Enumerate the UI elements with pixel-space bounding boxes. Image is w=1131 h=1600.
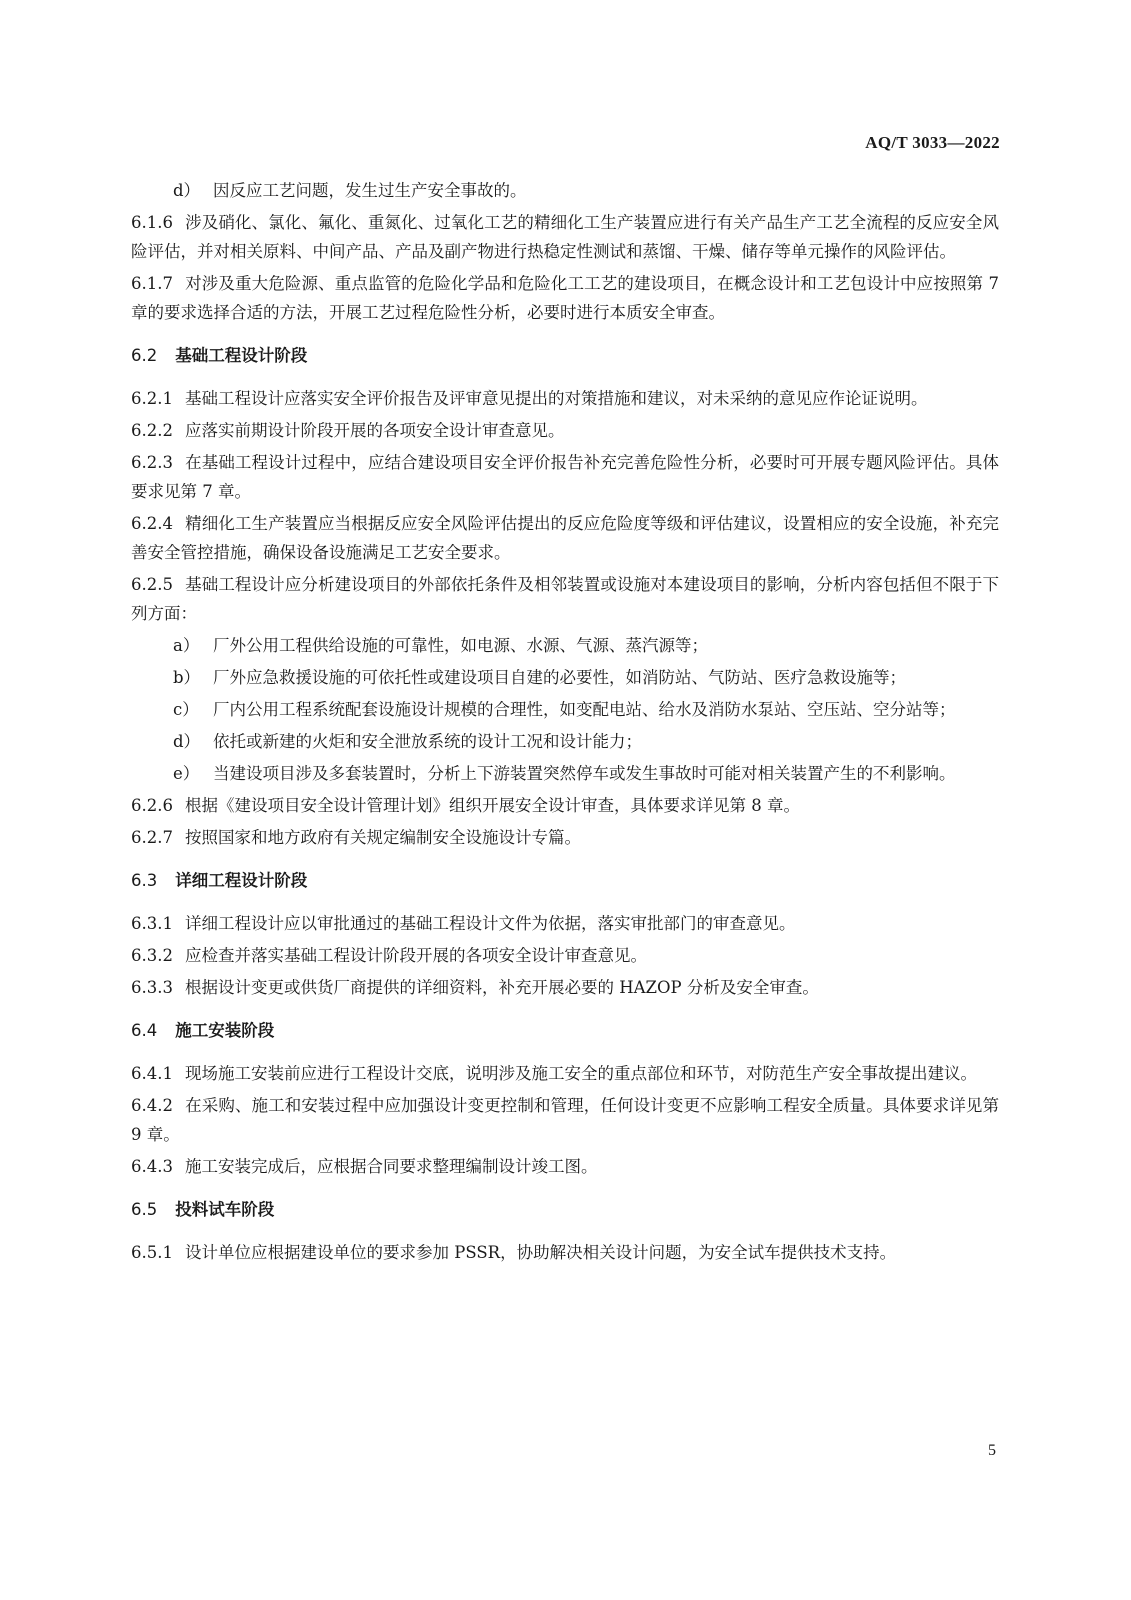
list-item-text: 当建设项目涉及多套装置时，分析上下游装置突然停车或发生事故时可能对相关装置产生的不利影响。 [213, 764, 956, 783]
clause-number: 6.3.3 [131, 978, 173, 997]
clause-paragraph [131, 509, 999, 567]
section-title: 基础工程设计阶段 [175, 346, 308, 365]
clause-paragraph [131, 1238, 999, 1267]
standard-code: AQ/T 3033—2022 [865, 133, 1000, 152]
document-body [131, 176, 999, 1270]
clause-number: 6.4.3 [131, 1157, 173, 1176]
list-item-text: 依托或新建的火炬和安全泄放系统的设计工况和设计能力； [213, 732, 642, 751]
clause-number: 6.4.1 [131, 1064, 173, 1083]
clause-number: 6.1.6 [131, 213, 173, 232]
section-title: 详细工程设计阶段 [175, 871, 308, 890]
clause-paragraph [131, 1091, 999, 1149]
clause-text: 基础工程设计应分析建设项目的外部依托条件及相邻装置或设施对本建设项目的影响，分析内容包括但不限于下列方面： [131, 575, 999, 623]
list-item-label: e） [173, 764, 200, 783]
list-item-label: a） [173, 636, 200, 655]
clause-text: 根据《建设项目安全设计管理计划》组织开展安全设计审查，具体要求详见第 8 章。 [184, 796, 800, 815]
section-heading [131, 341, 999, 370]
clause-number: 6.2.1 [131, 389, 173, 408]
clause-number: 6.3.2 [131, 946, 173, 965]
clause-text: 在基础工程设计过程中，应结合建设项目安全评价报告补充完善危险性分析，必要时可开展专题风险评估。具体要求见第 7 章。 [131, 453, 999, 501]
clause-text: 精细化工生产装置应当根据反应安全风险评估提出的反应危险度等级和评估建议，设置相应的安全设施，补充完善安全管控措施，确保设备设施满足工艺安全要求。 [131, 514, 999, 562]
list-item-text: 厂外应急救援设施的可依托性或建设项目自建的必要性，如消防站、气防站、医疗急救设施等； [213, 668, 906, 687]
section-heading [131, 1016, 999, 1045]
clause-text: 设计单位应根据建设单位的要求参加 PSSR，协助解决相关设计问题，为安全试车提供技术支持。 [184, 1243, 897, 1262]
clause-paragraph [131, 269, 999, 327]
clause-text: 在采购、施工和安装过程中应加强设计变更控制和管理，任何设计变更不应影响工程安全质量。具体要求详见第 9 章。 [131, 1096, 999, 1144]
clause-text: 对涉及重大危险源、重点监管的危险化学品和危险化工工艺的建设项目，在概念设计和工艺包设计中应按照第 7 章的要求选择合适的方法，开展工艺过程危险性分析，必要时进行本质安全审查。 [131, 274, 999, 322]
clause-number: 6.4.2 [131, 1096, 173, 1115]
section-number: 6.3 [131, 871, 158, 890]
clause-text: 施工安装完成后，应根据合同要求整理编制设计竣工图。 [184, 1157, 598, 1176]
clause-text: 应检查并落实基础工程设计阶段开展的各项安全设计审查意见。 [184, 946, 647, 965]
list-item-text: 厂外公用工程供给设施的可靠性，如电源、水源、气源、蒸汽源等； [213, 636, 708, 655]
clause-paragraph [131, 791, 999, 820]
list-item [131, 631, 999, 660]
clause-number: 6.3.1 [131, 914, 173, 933]
list-item-label: c） [173, 700, 199, 719]
section-number: 6.5 [131, 1200, 158, 1219]
list-item [131, 759, 999, 788]
clause-number: 6.1.7 [131, 274, 173, 293]
section-title: 施工安装阶段 [175, 1021, 275, 1040]
list-item [131, 176, 999, 205]
list-item-text: 因反应工艺问题，发生过生产安全事故的。 [213, 181, 527, 200]
list-item [131, 727, 999, 756]
clause-paragraph [131, 448, 999, 506]
section-number: 6.4 [131, 1021, 158, 1040]
section-heading [131, 866, 999, 895]
clause-text: 详细工程设计应以审批通过的基础工程设计文件为依据，落实审批部门的审查意见。 [184, 914, 796, 933]
list-item-label: d） [173, 181, 201, 200]
page-number: 5 [988, 1442, 996, 1459]
clause-paragraph [131, 909, 999, 938]
clause-paragraph [131, 941, 999, 970]
section-number: 6.2 [131, 346, 158, 365]
clause-text: 涉及硝化、氯化、氟化、重氮化、过氧化工艺的精细化工生产装置应进行有关产品生产工艺全流程的反应安全风险评估，并对相关原料、中间产品、产品及副产物进行热稳定性测试和蒸馏、干燥、储存等单元操作的风险评估。 [131, 213, 999, 261]
clause-number: 6.2.4 [131, 514, 173, 533]
clause-text: 按照国家和地方政府有关规定编制安全设施设计专篇。 [184, 828, 581, 847]
clause-text: 应落实前期设计阶段开展的各项安全设计审查意见。 [184, 421, 565, 440]
clause-paragraph [131, 208, 999, 266]
clause-paragraph [131, 1152, 999, 1181]
clause-text: 基础工程设计应落实安全评价报告及评审意见提出的对策措施和建议，对未采纳的意见应作论证说明。 [184, 389, 928, 408]
list-item-label: b） [173, 668, 201, 687]
list-item [131, 663, 999, 692]
clause-number: 6.2.5 [131, 575, 173, 594]
clause-number: 6.2.3 [131, 453, 173, 472]
clause-number: 6.2.2 [131, 421, 173, 440]
clause-text: 现场施工安装前应进行工程设计交底，说明涉及施工安全的重点部位和环节，对防范生产安全事故提出建议。 [184, 1064, 977, 1083]
clause-paragraph [131, 570, 999, 628]
list-item-text: 厂内公用工程系统配套设施设计规模的合理性，如变配电站、给水及消防水泵站、空压站、空分站等； [213, 700, 956, 719]
list-item [131, 695, 999, 724]
clause-paragraph [131, 384, 999, 413]
clause-paragraph [131, 823, 999, 852]
clause-paragraph [131, 973, 999, 1002]
clause-paragraph [131, 1059, 999, 1088]
clause-number: 6.2.7 [131, 828, 173, 847]
clause-number: 6.2.6 [131, 796, 173, 815]
list-item-label: d） [173, 732, 201, 751]
clause-text: 根据设计变更或供货厂商提供的详细资料，补充开展必要的 HAZOP 分析及安全审查。 [184, 978, 819, 997]
clause-paragraph [131, 416, 999, 445]
section-heading [131, 1195, 999, 1224]
section-title: 投料试车阶段 [175, 1200, 275, 1219]
clause-number: 6.5.1 [131, 1243, 173, 1262]
